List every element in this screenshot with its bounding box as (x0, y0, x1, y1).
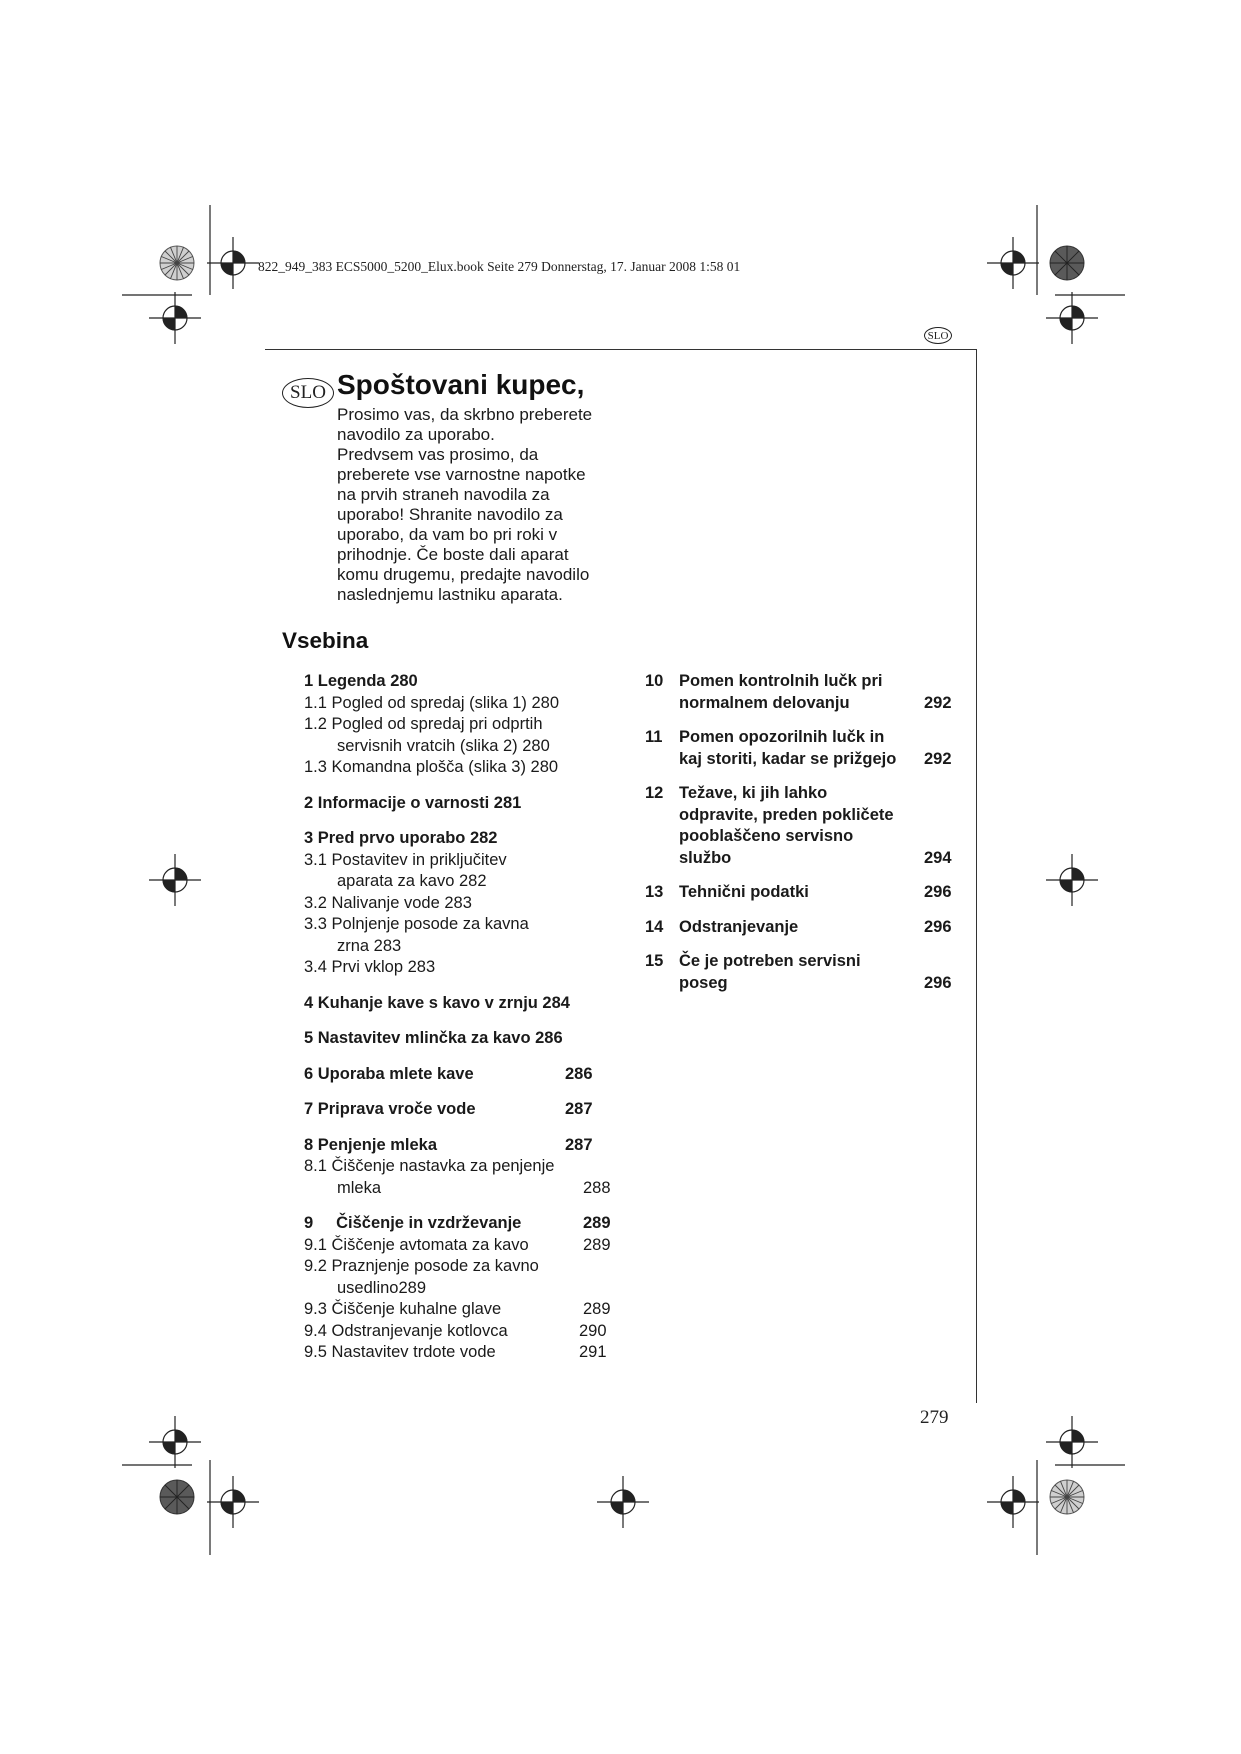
toc-subentry: 3.3 Polnjenje posode za kavna (304, 915, 529, 933)
toc-page-number: 296 (924, 917, 952, 936)
intro-line: uporabo! Shranite navodilo za (337, 505, 563, 524)
intro-line: preberete vse varnostne napotke (337, 465, 586, 484)
toc-section-13 (645, 882, 955, 904)
intro-line: komu drugemu, predajte navodilo (337, 565, 590, 584)
toc-entry-title-line: Odstranjevanje (679, 917, 799, 936)
toc-entry-title (645, 882, 955, 904)
toc-section-10 (645, 671, 955, 714)
toc-entry-title-line: službo (679, 848, 732, 867)
toc-entry: 3 Pred prvo uporabo 282 (304, 829, 498, 847)
intro-line: uporabo, da vam bo pri roki v (337, 525, 558, 544)
page-number: 279 (920, 1407, 949, 1428)
toc-entry-title: 8 Penjenje mleka (304, 1135, 437, 1154)
toc-entry-title: 9 Čiščenje in vzdrževanje (304, 1214, 522, 1232)
toc-subentry-continuation: usedlino289 (337, 1278, 426, 1297)
toc-entry-title: Pomen opozorilnih lučk in (679, 728, 885, 746)
toc-entry (304, 1213, 614, 1235)
toc-subentry (304, 1342, 614, 1364)
toc-page-number: 292 (924, 749, 952, 768)
toc-page-number: 288 (583, 1178, 611, 1197)
toc-section-14 (645, 917, 955, 939)
toc-section-4 (304, 993, 614, 1015)
toc-subentry (304, 1321, 614, 1343)
toc-page-number: 289 (583, 1214, 611, 1232)
toc-subentry-continuation (304, 1178, 614, 1200)
toc-section-15 (645, 951, 955, 994)
language-badge: SLO (282, 378, 334, 408)
toc-section-6 (304, 1064, 614, 1086)
intro-line: na prvih straneh navodila za (337, 485, 550, 504)
toc-left-column (304, 671, 614, 1378)
toc-section-number: 13 (645, 883, 664, 901)
toc-title: Vsebina (282, 628, 369, 653)
toc-page-number: 287 (565, 1100, 593, 1118)
toc-page-number: 289 (583, 1235, 611, 1254)
toc-section-number: 15 (645, 952, 664, 970)
toc-entry-title: 6 Uporaba mlete kave (304, 1064, 474, 1083)
toc-entry-title (645, 917, 955, 939)
toc-entry: 1 Legenda 280 (304, 672, 418, 690)
toc-entry-title: pooblaščeno servisno (679, 827, 854, 845)
page-frame-top-rule (265, 349, 976, 350)
toc-right-column (645, 671, 955, 1007)
toc-section-12 (645, 783, 955, 869)
toc-entry-title: 9.4 Odstranjevanje kotlovca (304, 1321, 508, 1340)
intro-line: Prosimo vas, da skrbno preberete (337, 405, 593, 424)
toc-entry-title (645, 848, 955, 870)
toc-entry-title-line: normalnem delovanju (679, 693, 850, 712)
toc-section-5 (304, 1028, 614, 1050)
toc-subentry: 9.2 Praznjenje posode za kavno (304, 1257, 539, 1275)
toc-subentry: 1.1 Pogled od spredaj (slika 1) 280 (304, 693, 559, 712)
toc-page-number: 289 (583, 1300, 611, 1318)
toc-entry-title: 9.3 Čiščenje kuhalne glave (304, 1300, 502, 1318)
toc-page-number: 287 (565, 1135, 593, 1154)
toc-subentry: 3.4 Prvi vklop 283 (304, 958, 436, 976)
toc-section-number: 12 (645, 784, 664, 802)
intro-line: Predvsem vas prosimo, da (337, 445, 539, 464)
toc-section-8 (304, 1135, 614, 1200)
toc-section-number: 10 (645, 672, 664, 690)
toc-section-7 (304, 1099, 614, 1121)
toc-entry-title-line: Tehnični podatki (679, 883, 809, 901)
toc-page-number: 290 (579, 1321, 607, 1340)
intro-line: naslednjemu lastniku aparata. (337, 585, 563, 604)
toc-entry-title: 9.5 Nastavitev trdote vode (304, 1343, 496, 1361)
toc-entry-title-line: poseg (679, 973, 728, 992)
toc-section-2 (304, 793, 614, 815)
toc-entry-title: 7 Priprava vroče vode (304, 1100, 476, 1118)
toc-subentry (304, 1235, 614, 1257)
toc-section-number: 11 (645, 728, 663, 746)
toc-entry-title (645, 749, 955, 771)
toc-section-1 (304, 671, 614, 779)
intro-line: prihodnje. Če boste dali aparat (337, 545, 569, 564)
page-frame-right-rule (976, 349, 977, 1403)
toc-page-number: 292 (924, 693, 952, 712)
toc-entry-title: mleka (337, 1178, 382, 1197)
toc-entry (304, 1099, 614, 1121)
toc-section-9 (304, 1213, 614, 1364)
language-badge-small: SLO (924, 327, 952, 344)
toc-subentry (304, 1299, 614, 1321)
toc-entry-title: odpravite, preden pokličete (679, 805, 894, 824)
toc-entry: 5 Nastavitev mlinčka za kavo 286 (304, 1029, 563, 1047)
toc-entry-title: Pomen kontrolnih lučk pri (679, 672, 883, 690)
toc-subentry: 3.1 Postavitev in priključitev (304, 850, 507, 869)
toc-entry (304, 1064, 614, 1086)
toc-page-number: 296 (924, 883, 952, 901)
toc-subentry: 3.2 Nalivanje vode 283 (304, 893, 472, 912)
toc-entry-title (645, 973, 955, 995)
toc-page-number: 291 (579, 1343, 607, 1361)
toc-entry-title: 9.1 Čiščenje avtomata za kavo (304, 1235, 529, 1254)
page-title: Spoštovani kupec, (337, 369, 585, 400)
toc-entry-title-line: kaj storiti, kadar se prižgejo (679, 749, 897, 768)
print-header-note: 822_949_383 ECS5000_5200_Elux.book Seite 279 Donnerstag, 17. Januar 2008 1:58 01 (258, 259, 741, 274)
toc-section-3 (304, 828, 614, 979)
toc-subentry-continuation: servisnih vratcih (slika 2) 280 (337, 736, 550, 755)
toc-subentry: 1.3 Komandna plošča (slika 3) 280 (304, 758, 559, 776)
toc-entry-title: Če je potreben servisni (679, 952, 861, 970)
intro-paragraph (337, 405, 637, 605)
toc-page-number: 294 (924, 848, 952, 867)
toc-section-number: 14 (645, 917, 664, 936)
toc-entry (304, 1135, 614, 1157)
toc-subentry: 1.2 Pogled od spredaj pri odprtih (304, 715, 543, 733)
toc-entry: 2 Informacije o varnosti 281 (304, 793, 522, 812)
toc-entry: 4 Kuhanje kave s kavo v zrnju 284 (304, 993, 570, 1012)
toc-entry-title (645, 693, 955, 715)
toc-page-number: 296 (924, 973, 952, 992)
intro-line: navodilo za uporabo. (337, 425, 495, 444)
toc-page-number: 286 (565, 1064, 593, 1083)
toc-section-11 (645, 727, 955, 770)
toc-subentry-continuation: zrna 283 (337, 936, 402, 955)
toc-entry-title: Težave, ki jih lahko (679, 784, 828, 802)
toc-subentry: 8.1 Čiščenje nastavka za penjenje (304, 1157, 555, 1175)
toc-subentry-continuation: aparata za kavo 282 (337, 872, 487, 890)
